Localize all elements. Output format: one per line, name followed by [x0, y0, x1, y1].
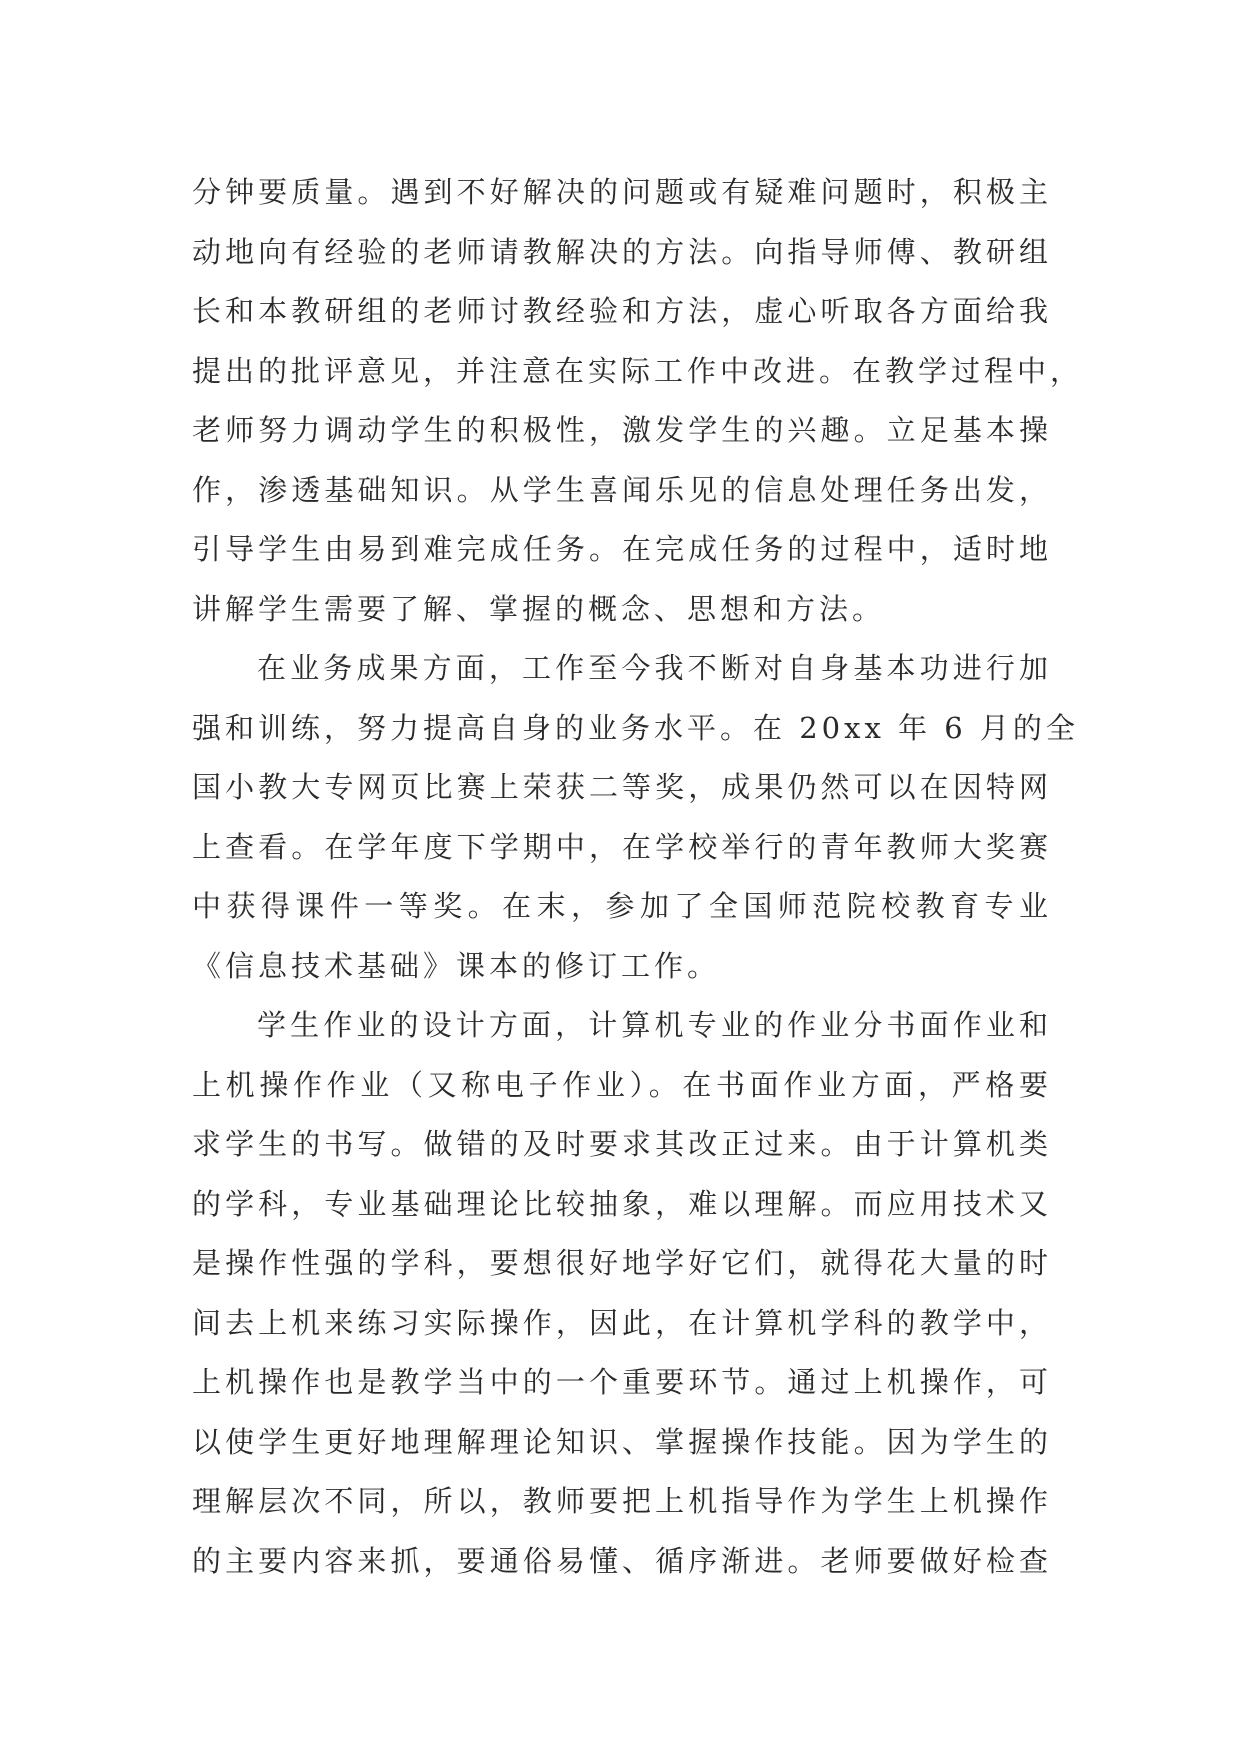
document-body: [192, 163, 1084, 1591]
text-line: 以使学生更好地理解理论知识、掌握操作技能。因为学生的: [192, 1424, 1052, 1459]
text-line: 的学科，专业基础理论比较抽象，难以理解。而应用技术又: [192, 1186, 1052, 1221]
text-line: 上查看。在学年度下学期中，在学校举行的青年教师大奖赛: [192, 829, 1052, 864]
text-line: 强和训练，努力提高自身的业务水平。在 20xx 年 6 月的全: [192, 710, 1079, 745]
text-line: 老师努力调动学生的积极性，激发学生的兴趣。立足基本操: [192, 413, 1052, 447]
text-line: 动地向有经验的老师请教解决的方法。向指导师傅、教研组: [192, 234, 1052, 269]
text-line: 引导学生由易到难完成任务。在完成任务的过程中，适时地: [192, 532, 1052, 566]
text-line: 《信息技术基础》课本的修订工作。: [192, 948, 721, 983]
text-line: 分钟要质量。遇到不好解决的问题或有疑难问题时，积极主: [192, 175, 1052, 209]
text-line: 国小教大专网页比赛上荣获二等奖，成果仍然可以在因特网: [192, 770, 1052, 804]
text-line: 作，渗透基础知识。从学生喜闻乐见的信息处理任务出发，: [192, 472, 1052, 507]
text-line: 的主要内容来抓，要通俗易懂、循序渐进。老师要做好检查: [192, 1543, 1052, 1578]
text-line: 讲解学生需要了解、掌握的概念、思想和方法。: [192, 591, 886, 626]
text-line: 长和本教研组的老师讨教经验和方法，虚心听取各方面给我: [192, 294, 1052, 328]
text-line: 理解层次不同，所以，教师要把上机指导作为学生上机操作: [192, 1484, 1052, 1518]
text-line: 提出的批评意见，并注意在实际工作中改进。在教学过程中，: [192, 353, 1084, 388]
text-line: 是操作性强的学科，要想很好地学好它们，就得花大量的时: [192, 1246, 1052, 1280]
text-line: 间去上机来练习实际操作，因此，在计算机学科的教学中，: [192, 1305, 1052, 1340]
text-line: 上机操作也是教学当中的一个重要环节。通过上机操作，可: [192, 1365, 1052, 1399]
text-line: 求学生的书写。做错的及时要求其改正过来。由于计算机类: [192, 1127, 1052, 1161]
paragraph-first-line: 学生作业的设计方面，计算机专业的作业分书面作业和: [257, 1008, 1052, 1042]
text-line: 上机操作作业（又称电子作业）。在书面作业方面，严格要: [192, 1067, 1052, 1102]
paragraph-first-line: 在业务成果方面，工作至今我不断对自身基本功进行加: [257, 651, 1052, 685]
text-line: 中获得课件一等奖。在末，参加了全国师范院校教育专业: [192, 889, 1052, 923]
